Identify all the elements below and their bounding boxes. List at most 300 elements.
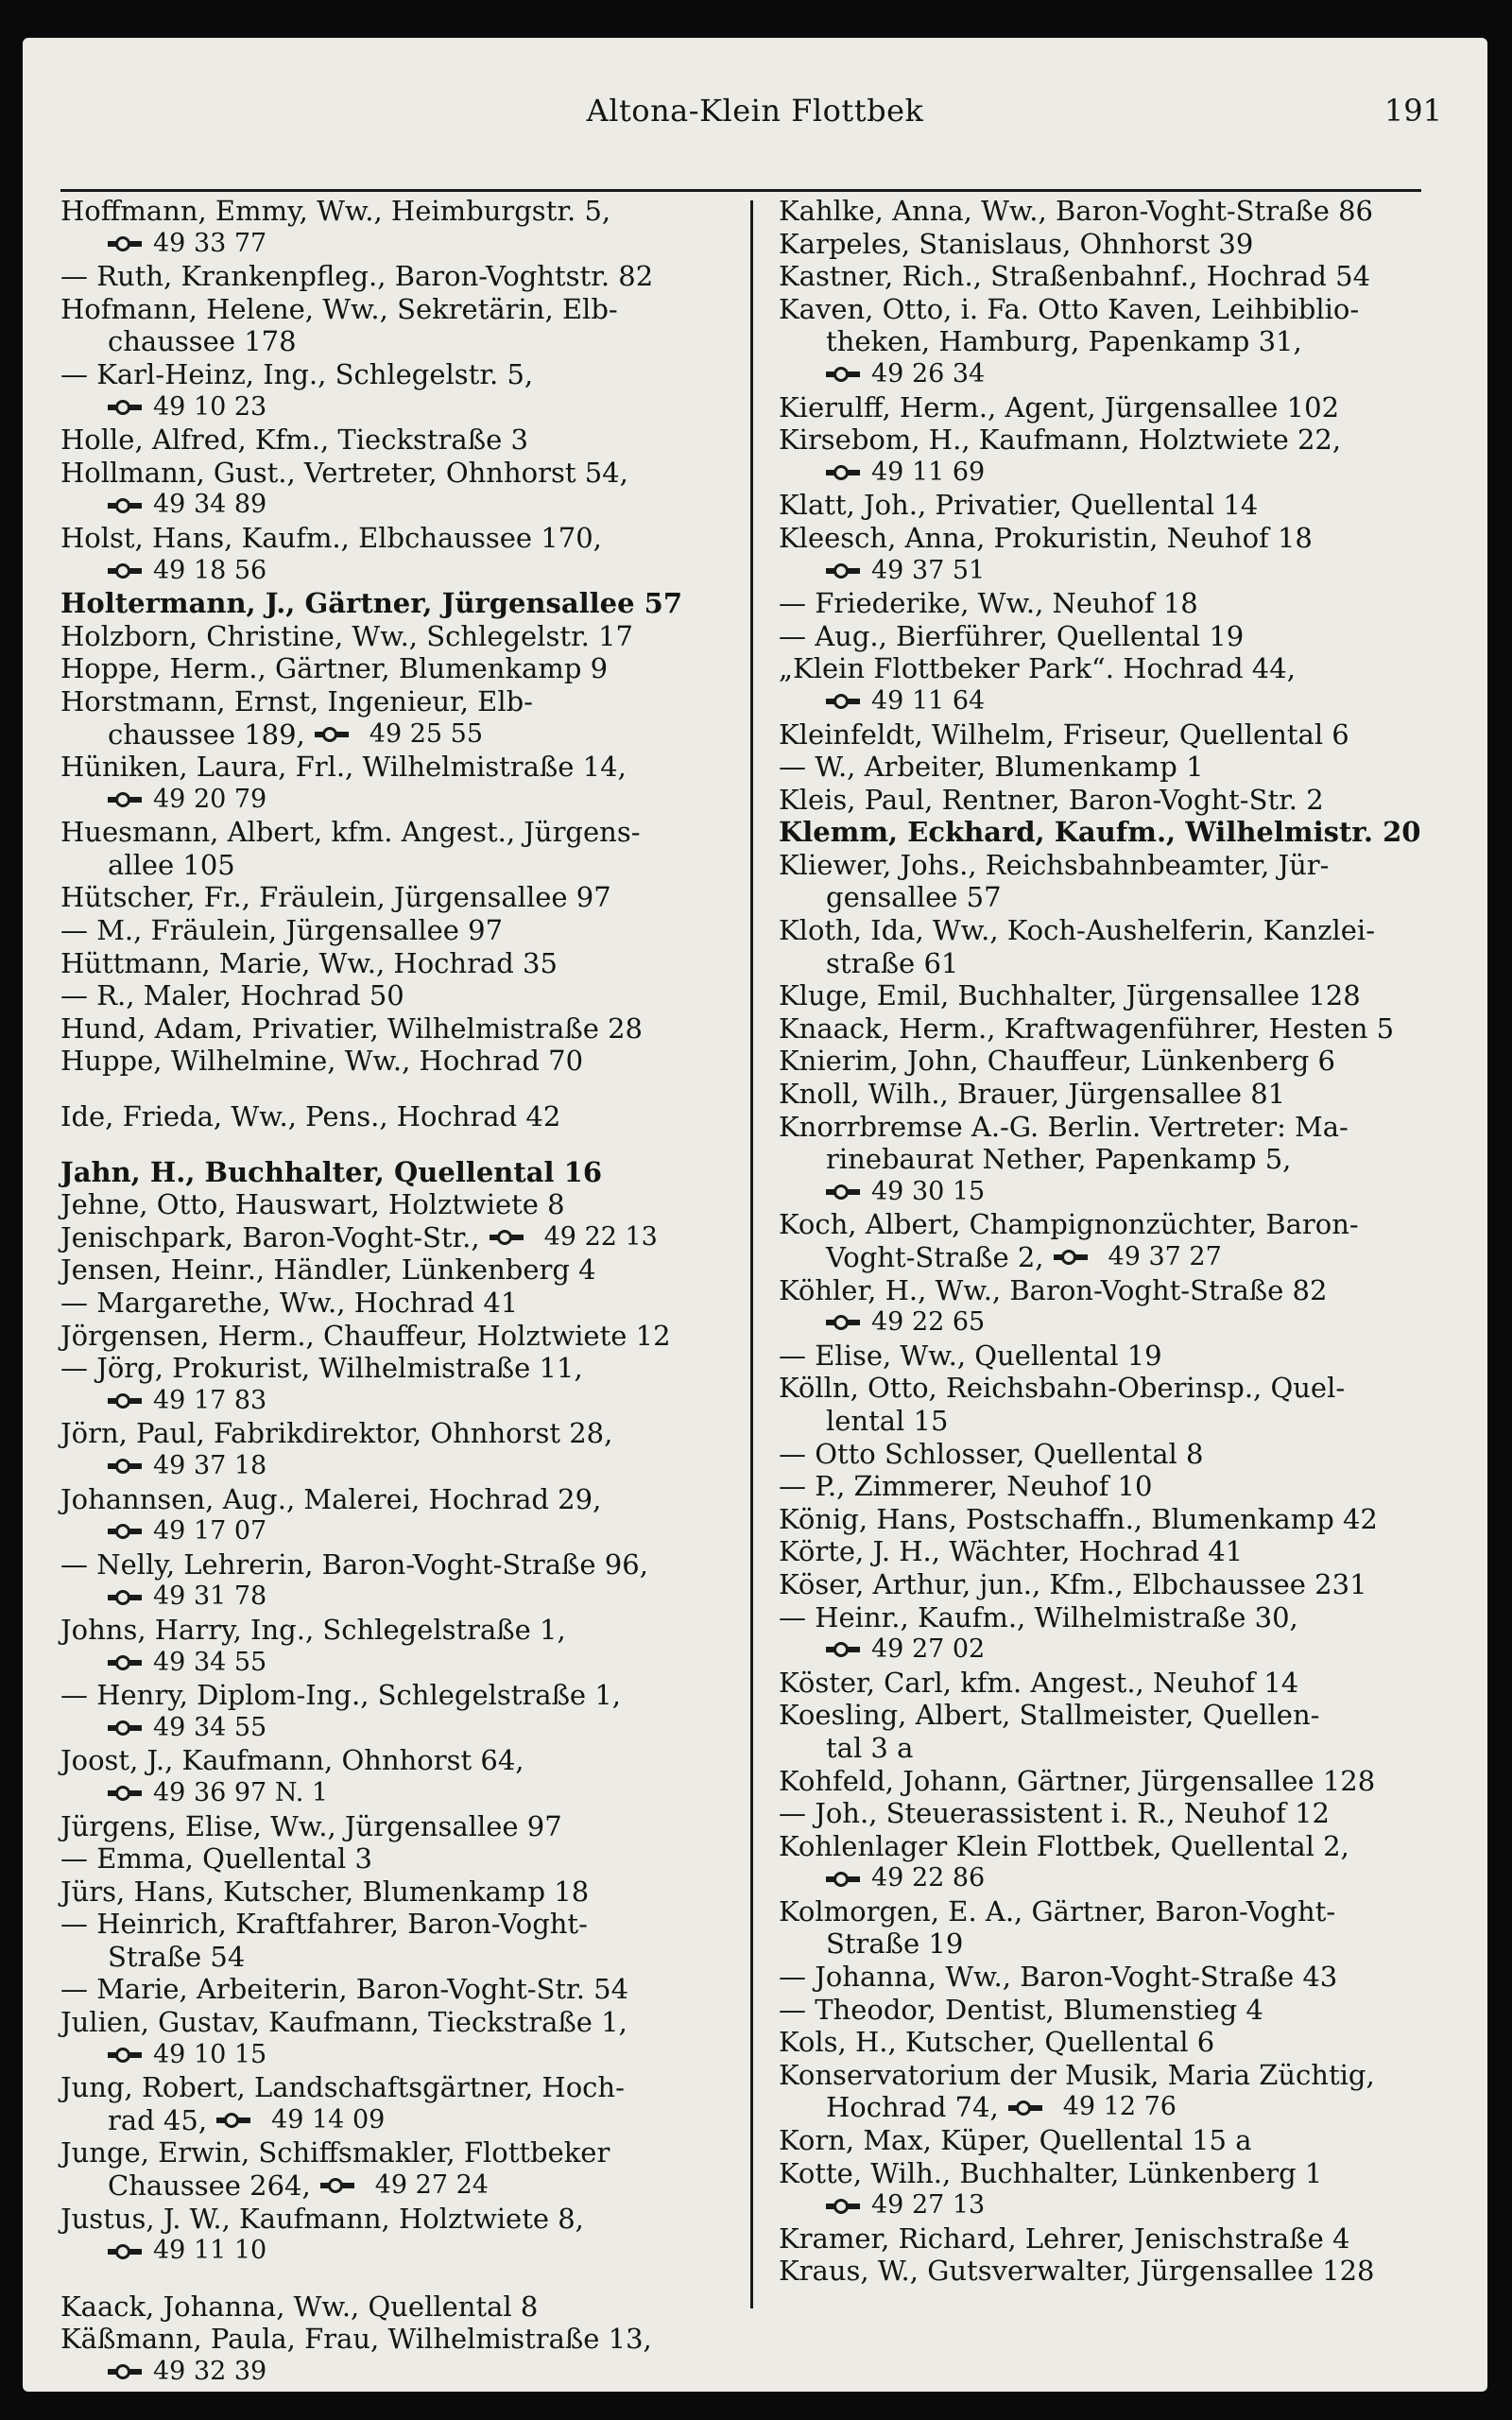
directory-entry	[779, 1961, 1450, 1994]
entry-text: Käßmann, Paula, Frau, Wilhelmistraße 13,	[60, 2323, 652, 2356]
entry-text: — Heinrich, Kraftfahrer, Baron-Voght-	[60, 1908, 588, 1941]
entry-text: Jürgens, Elise, Ww., Jürgensallee 97	[60, 1809, 562, 1842]
directory-entry	[60, 1156, 750, 1189]
phone-line	[60, 1712, 750, 1745]
entry-text: Hüniken, Laura, Frl., Wilhelmistraße 14,	[60, 751, 627, 784]
entry-text: Ide, Frieda, Ww., Pens., Hochrad 42	[60, 1100, 561, 1133]
entry-text: — Emma, Quellental 3	[60, 1842, 373, 1876]
directory-entry	[779, 1797, 1450, 1830]
directory-entry	[60, 2071, 750, 2104]
directory-entry	[60, 1548, 750, 1582]
directory-entry	[779, 620, 1450, 653]
entry-text: straße 61	[826, 946, 959, 979]
entry-text: Kotte, Wilh., Buchhalter, Lünkenberg 1	[779, 2156, 1323, 2189]
entry-text: — Aug., Bierführer, Quellental 19	[779, 619, 1245, 652]
entry-text: — Friederike, Ww., Neuhof 18	[779, 587, 1198, 620]
directory-entry	[60, 1188, 750, 1221]
directory-entry	[60, 1614, 750, 1647]
phone-line	[60, 1647, 750, 1680]
directory-entry	[60, 685, 750, 718]
entry-continuation	[60, 325, 750, 358]
phone-number: 49 37 51	[871, 555, 986, 585]
directory-entry	[779, 1895, 1450, 1928]
entry-text: Klatt, Joh., Privatier, Quellental 14	[779, 489, 1259, 522]
entry-text: Julien, Gustav, Kaufmann, Tieckstraße 1,	[60, 2006, 627, 2039]
phone-line	[60, 1515, 750, 1548]
entry-text: Karpeles, Stanislaus, Ohnhorst 39	[779, 227, 1254, 260]
directory-entry	[60, 2290, 750, 2324]
telephone-icon	[108, 1785, 142, 1802]
entry-text: Kleis, Paul, Rentner, Baron-Voght-Str. 2	[779, 783, 1324, 816]
entry-text: Knaack, Herm., Kraftwagenführer, Hesten 5	[779, 1011, 1395, 1045]
phone-line	[779, 2189, 1450, 2222]
phone-number: 49 34 55	[153, 1712, 267, 1742]
entry-text: Kahlke, Anna, Ww., Baron-Voght-Straße 86	[779, 195, 1373, 227]
directory-entry	[779, 1372, 1450, 1405]
entry-text: — Karl-Heinz, Ing., Schlegelstr. 5,	[60, 357, 534, 390]
entry-text: Huesmann, Albert, kfm. Angest., Jürgens-	[60, 816, 641, 849]
entry-text: Korn, Max, Küper, Quellental 15 a	[779, 2124, 1252, 2157]
telephone-icon	[108, 1392, 142, 1409]
phone-line	[779, 1862, 1450, 1895]
telephone-icon	[320, 2177, 354, 2194]
phone-line	[60, 2356, 750, 2389]
page-title: Altona-Klein Flottbek	[586, 93, 924, 129]
telephone-icon	[826, 2198, 860, 2215]
entry-text: — Elise, Ww., Quellental 19	[779, 1339, 1162, 1372]
entry-text: Kölln, Otto, Reichsbahn-Oberinsp., Quel-	[779, 1372, 1346, 1405]
phone-number: 49 11 64	[871, 685, 986, 716]
entry-text: Hütscher, Fr., Fräulein, Jürgensallee 97	[60, 881, 611, 914]
entry-text: Jung, Robert, Landschaftsgärtner, Hoch-	[60, 2071, 625, 2104]
entry-text: Körte, J. H., Wächter, Hochrad 41	[779, 1535, 1244, 1568]
directory-entry	[779, 1438, 1450, 1471]
entry-text: chaussee 178	[108, 325, 297, 358]
entry-text: theken, Hamburg, Papenkamp 31,	[826, 325, 1302, 358]
telephone-icon	[826, 464, 860, 481]
directory-entry	[60, 1842, 750, 1876]
directory-entry	[779, 2026, 1450, 2059]
directory-entry	[779, 1699, 1450, 1732]
entry-text: Junge, Erwin, Schiffsmakler, Flottbeker	[60, 2136, 610, 2169]
phone-number: 49 17 07	[153, 1516, 267, 1547]
entry-text: — Joh., Steuerassistent i. R., Neuhof 12	[779, 1797, 1331, 1830]
entry-text: Kaack, Johanna, Ww., Quellental 8	[60, 2290, 539, 2323]
entry-text: Klemm, Eckhard, Kaufm., Wilhelmistr. 20	[779, 816, 1421, 849]
entry-text: „Klein Flottbeker Park“. Hochrad 44,	[779, 652, 1296, 685]
directory-page	[23, 38, 1487, 2392]
entry-continuation	[779, 947, 1450, 980]
directory-entry	[60, 914, 750, 947]
directory-entry	[779, 1568, 1450, 1601]
phone-line	[779, 358, 1450, 391]
phone-line	[60, 784, 750, 817]
telephone-icon	[1008, 2100, 1042, 2117]
entry-continuation	[60, 2169, 750, 2203]
entry-text: gensallee 57	[826, 881, 1002, 914]
directory-entry	[60, 195, 750, 228]
phone-line	[60, 2039, 750, 2072]
directory-entry	[60, 2006, 750, 2039]
entry-text: — R., Maler, Hochrad 50	[60, 979, 404, 1012]
phone-line	[60, 1581, 750, 1614]
directory-entry	[779, 1601, 1450, 1634]
entry-text: Kirsebom, H., Kaufmann, Holztwiete 22,	[779, 424, 1342, 457]
directory-entry	[779, 587, 1450, 620]
directory-entry	[60, 1876, 750, 1909]
phone-number: 49 18 56	[153, 555, 267, 585]
directory-entry	[779, 1274, 1450, 1307]
entry-text: Hund, Adam, Privatier, Wilhelmistraße 28	[60, 1011, 643, 1045]
entry-text: Jörn, Paul, Fabrikdirektor, Ohnhorst 28,	[60, 1417, 613, 1450]
entry-text: Jürs, Hans, Kutscher, Blumenkamp 18	[60, 1875, 590, 1908]
directory-entry	[60, 587, 750, 620]
entry-text: König, Hans, Postschaffn., Blumenkamp 42	[779, 1502, 1378, 1535]
entry-text: Knorrbremse A.-G. Berlin. Vertreter: Ma-	[779, 1110, 1349, 1143]
telephone-icon	[108, 562, 142, 579]
directory-entry	[60, 2203, 750, 2236]
directory-entry	[779, 260, 1450, 293]
directory-entry	[60, 1012, 750, 1046]
telephone-icon	[108, 2047, 142, 2064]
entry-text: Hofmann, Helene, Ww., Sekretärin, Elb-	[60, 292, 618, 325]
directory-entry	[60, 751, 750, 784]
phone-number: 49 11 10	[153, 2236, 267, 2266]
directory-entry	[60, 1221, 750, 1254]
directory-entry	[779, 1012, 1450, 1046]
entry-text: chaussee 189,	[108, 717, 305, 751]
directory-entry	[779, 652, 1450, 685]
entry-text: Kastner, Rich., Straßenbahnf., Hochrad 54	[779, 260, 1371, 293]
directory-entry	[60, 881, 750, 914]
directory-entry	[60, 1679, 750, 1712]
directory-entry	[779, 424, 1450, 457]
telephone-icon	[826, 1184, 860, 1201]
telephone-icon	[826, 366, 860, 383]
entry-text: Kohlenlager Klein Flottbek, Quellental 2,	[779, 1829, 1349, 1862]
entry-text: — W., Arbeiter, Blumenkamp 1	[779, 751, 1204, 784]
entry-text: Holst, Hans, Kaufm., Elbchaussee 170,	[60, 521, 602, 554]
telephone-icon	[315, 726, 349, 743]
entry-continuation	[779, 1405, 1450, 1438]
phone-number: 49 37 18	[153, 1450, 267, 1480]
phone-line	[779, 1306, 1450, 1340]
directory-entry	[779, 522, 1450, 555]
entry-text: Kleinfeldt, Wilhelm, Friseur, Quellental 6	[779, 717, 1349, 751]
phone-number: 49 17 83	[153, 1385, 267, 1415]
directory-entry	[60, 1253, 750, 1287]
phone-line	[60, 1450, 750, 1483]
telephone-icon	[108, 1589, 142, 1606]
entry-text: — Jörg, Prokurist, Wilhelmistraße 11,	[60, 1352, 583, 1385]
entry-text: Köhler, H., Ww., Baron-Voght-Straße 82	[779, 1273, 1328, 1306]
telephone-icon	[826, 1314, 860, 1331]
entry-text: — Ruth, Krankenpfleg., Baron-Voghtstr. 82	[60, 260, 654, 293]
entry-continuation	[779, 881, 1450, 914]
phone-number: 49 27 13	[871, 2190, 986, 2221]
telephone-icon	[108, 1458, 142, 1475]
entry-text: Kliewer, Johs., Reichsbahnbeamter, Jür-	[779, 848, 1330, 881]
phone-line	[60, 391, 750, 424]
phone-line	[60, 1777, 750, 1810]
directory-entry	[779, 1765, 1450, 1798]
telephone-icon	[108, 497, 142, 514]
entry-text: Johns, Harry, Ing., Schlegelstraße 1,	[60, 1613, 566, 1646]
directory-entry	[779, 1667, 1450, 1700]
entry-text: rinebaurat Nether, Papenkamp 5,	[826, 1143, 1292, 1176]
directory-entry	[60, 2323, 750, 2356]
phone-number: 49 12 76	[1062, 2092, 1177, 2122]
telephone-icon	[108, 235, 142, 252]
entry-text: Kloth, Ida, Ww., Koch-Aushelferin, Kanzlei-	[779, 914, 1376, 947]
directory-entry	[779, 195, 1450, 228]
telephone-icon	[216, 2112, 250, 2129]
entry-text: Jahn, H., Buchhalter, Quellental 16	[60, 1155, 603, 1188]
phone-number: 49 27 24	[374, 2170, 489, 2201]
entry-text: Chaussee 264,	[108, 2169, 311, 2203]
entry-text: Justus, J. W., Kaufmann, Holztwiete 8,	[60, 2202, 584, 2235]
entry-continuation	[779, 1927, 1450, 1961]
entry-text: Hoppe, Herm., Gärtner, Blumenkamp 9	[60, 652, 609, 685]
directory-entry	[779, 1503, 1450, 1536]
telephone-icon	[490, 1229, 524, 1246]
entry-text: Kierulff, Herm., Agent, Jürgensallee 102	[779, 390, 1340, 424]
entry-text: — Henry, Diplom-Ing., Schlegelstraße 1,	[60, 1679, 621, 1712]
directory-entry	[60, 1908, 750, 1941]
entry-text: tal 3 a	[826, 1731, 914, 1764]
entry-text: rad 45,	[108, 2103, 208, 2136]
phone-number: 49 33 77	[153, 228, 267, 258]
directory-entry	[779, 489, 1450, 522]
entry-text: Huppe, Wilhelmine, Ww., Hochrad 70	[60, 1045, 584, 1078]
phone-number: 49 22 65	[871, 1307, 986, 1338]
entry-text: — Marie, Arbeiterin, Baron-Voght-Str. 54	[60, 1973, 629, 2006]
entry-text: Kraus, W., Gutsverwalter, Jürgensallee 128	[779, 2255, 1375, 2288]
phone-number: 49 14 09	[271, 2104, 386, 2135]
entry-text: Knoll, Wilh., Brauer, Jürgensallee 81	[779, 1078, 1286, 1111]
entry-text: Straße 19	[826, 1927, 964, 1961]
entry-continuation	[60, 849, 750, 882]
directory-entry	[779, 1340, 1450, 1373]
entry-text: Kolmorgen, E. A., Gärtner, Baron-Voght-	[779, 1894, 1336, 1927]
phone-number: 49 11 69	[871, 457, 986, 487]
phone-number: 49 26 34	[871, 358, 986, 389]
entry-text: — P., Zimmerer, Neuhof 10	[779, 1470, 1153, 1503]
directory-entry	[779, 849, 1450, 882]
phone-line	[60, 2235, 750, 2268]
directory-entry	[779, 1045, 1450, 1078]
directory-entry	[779, 1830, 1450, 1863]
entry-text: Hochrad 74,	[826, 2091, 999, 2124]
entry-text: Köster, Carl, kfm. Angest., Neuhof 14	[779, 1666, 1299, 1699]
entry-text: Koch, Albert, Champignonzüchter, Baron-	[779, 1208, 1359, 1241]
entry-continuation	[779, 1732, 1450, 1765]
entry-text: Kleesch, Anna, Prokuristin, Neuhof 18	[779, 521, 1313, 554]
entry-text: — Margarethe, Ww., Hochrad 41	[60, 1287, 519, 1319]
phone-line	[779, 1634, 1450, 1667]
entry-text: Konservatorium der Musik, Maria Züchtig,	[779, 2058, 1375, 2091]
telephone-icon	[108, 791, 142, 808]
phone-number: 49 34 55	[153, 1647, 267, 1677]
entry-text: — Nelly, Lehrerin, Baron-Voght-Straße 96,	[60, 1547, 648, 1581]
directory-entry	[779, 1078, 1450, 1111]
directory-entry	[779, 1111, 1450, 1144]
entry-text: — Theodor, Dentist, Blumenstieg 4	[779, 1993, 1263, 2026]
entry-text: lental 15	[826, 1404, 949, 1437]
entry-text: Holtermann, J., Gärtner, Jürgensallee 57	[60, 587, 683, 620]
right-column	[779, 195, 1450, 2288]
telephone-icon	[108, 1720, 142, 1737]
phone-number: 49 30 15	[871, 1176, 986, 1206]
entry-text: Kaven, Otto, i. Fa. Otto Kaven, Leihbiblio-	[779, 292, 1360, 325]
entry-text: Holle, Alfred, Kfm., Tieckstraße 3	[60, 424, 528, 457]
phone-number: 49 36 97 N. 1	[153, 1777, 329, 1807]
phone-number: 49 37 27	[1108, 1242, 1222, 1271]
directory-entry	[60, 457, 750, 490]
entry-text: Kols, H., Kutscher, Quellental 6	[779, 2026, 1215, 2059]
directory-entry	[779, 718, 1450, 752]
entry-text: allee 105	[108, 848, 235, 881]
entry-continuation	[779, 1143, 1450, 1176]
phone-line	[60, 228, 750, 261]
phone-number: 49 22 13	[543, 1221, 658, 1252]
entry-text: Jenischpark, Baron-Voght-Str.,	[60, 1220, 480, 1253]
entry-continuation	[779, 325, 1450, 358]
entry-continuation	[60, 2104, 750, 2137]
telephone-icon	[108, 1523, 142, 1540]
telephone-icon	[1054, 1249, 1088, 1266]
entry-continuation	[60, 718, 750, 752]
telephone-icon	[826, 693, 860, 710]
page-header	[60, 93, 1450, 146]
header-rule	[60, 189, 1421, 192]
directory-entry	[779, 1470, 1450, 1503]
directory-entry	[60, 293, 750, 326]
directory-entry	[779, 816, 1450, 849]
directory-entry	[779, 293, 1450, 326]
directory-entry	[60, 260, 750, 293]
directory-entry	[779, 751, 1450, 784]
telephone-icon	[108, 399, 142, 416]
entry-text: Hüttmann, Marie, Ww., Hochrad 35	[60, 946, 558, 979]
phone-line	[60, 555, 750, 588]
phone-line	[60, 489, 750, 522]
entry-text: Köser, Arthur, jun., Kfm., Elbchaussee 231	[779, 1567, 1367, 1600]
directory-entry	[60, 947, 750, 980]
directory-entry	[779, 1994, 1450, 2027]
entry-text: Hollmann, Gust., Vertreter, Ohnhorst 54,	[60, 456, 628, 489]
directory-entry	[60, 1417, 750, 1450]
entry-text: Hoffmann, Emmy, Ww., Heimburgstr. 5,	[60, 195, 611, 227]
phone-line	[779, 1176, 1450, 1209]
directory-entry	[60, 620, 750, 653]
directory-entry	[60, 1287, 750, 1320]
entry-text: — M., Fräulein, Jürgensallee 97	[60, 914, 504, 947]
directory-entry	[779, 391, 1450, 424]
telephone-icon	[826, 1641, 860, 1658]
entry-text: Jensen, Heinr., Händler, Lünkenberg 4	[60, 1253, 596, 1287]
directory-entry	[779, 2222, 1450, 2256]
telephone-icon	[826, 562, 860, 579]
directory-entry	[779, 1535, 1450, 1568]
phone-number: 49 20 79	[153, 784, 267, 814]
entry-continuation	[779, 2091, 1450, 2124]
directory-entry	[60, 1352, 750, 1385]
phone-line	[779, 457, 1450, 490]
phone-line	[779, 685, 1450, 718]
directory-entry	[60, 1973, 750, 2006]
directory-entry	[60, 2136, 750, 2169]
directory-entry	[779, 979, 1450, 1012]
phone-number: 49 10 23	[153, 391, 267, 422]
telephone-icon	[108, 1654, 142, 1671]
directory-entry	[60, 979, 750, 1012]
phone-line	[779, 555, 1450, 588]
directory-entry	[60, 1320, 750, 1353]
directory-entry	[60, 424, 750, 457]
directory-entry	[60, 1744, 750, 1777]
directory-entry	[779, 2157, 1450, 2190]
entry-text: Jörgensen, Herm., Chauffeur, Holztwiete 12	[60, 1319, 671, 1352]
phone-number: 49 25 55	[369, 718, 483, 749]
column-divider	[750, 200, 753, 2308]
page-number: 191	[1383, 93, 1442, 129]
entry-text: Straße 54	[108, 1940, 246, 1973]
directory-entry	[60, 1810, 750, 1843]
directory-entry	[60, 522, 750, 555]
entry-text: Holzborn, Christine, Ww., Schlegelstr. 17	[60, 619, 634, 652]
telephone-icon	[108, 2243, 142, 2260]
entry-text: Kluge, Emil, Buchhalter, Jürgensallee 128	[779, 979, 1361, 1012]
directory-entry	[60, 358, 750, 391]
entry-text: Joost, J., Kaufmann, Ohnhorst 64,	[60, 1744, 524, 1777]
entry-continuation	[779, 1241, 1450, 1274]
entry-text: Horstmann, Ernst, Ingenieur, Elb-	[60, 684, 533, 717]
directory-entry	[779, 784, 1450, 817]
entry-text: — Otto Schlosser, Quellental 8	[779, 1437, 1204, 1470]
telephone-icon	[826, 1871, 860, 1888]
entry-text: Kohfeld, Johann, Gärtner, Jürgensallee 128	[779, 1764, 1376, 1797]
entry-text: Knierim, John, Chauffeur, Lünkenberg 6	[779, 1045, 1335, 1078]
directory-entry	[779, 2059, 1450, 2092]
directory-entry	[60, 1100, 750, 1133]
entry-text: — Heinr., Kaufm., Wilhelmistraße 30,	[779, 1600, 1298, 1634]
telephone-icon	[108, 2363, 142, 2380]
phone-number: 49 27 02	[871, 1634, 986, 1665]
directory-entry	[779, 2124, 1450, 2157]
phone-number: 49 22 86	[871, 1863, 986, 1893]
directory-entry	[779, 914, 1450, 947]
directory-entry	[60, 1045, 750, 1078]
phone-number: 49 32 39	[153, 2357, 267, 2386]
left-column	[60, 195, 750, 2389]
entry-text: Jehne, Otto, Hauswart, Holztwiete 8	[60, 1188, 565, 1221]
entry-text: Kramer, Richard, Lehrer, Jenischstraße 4	[779, 2221, 1350, 2255]
phone-number: 49 34 89	[153, 490, 267, 520]
phone-number: 49 31 78	[153, 1582, 267, 1612]
directory-entry	[60, 1483, 750, 1516]
directory-entry	[60, 652, 750, 685]
directory-entry	[779, 1208, 1450, 1241]
entry-text: Koesling, Albert, Stallmeister, Quellen-	[779, 1699, 1320, 1732]
entry-continuation	[60, 1941, 750, 1974]
directory-entry	[779, 2255, 1450, 2288]
entry-text: Voght-Straße 2,	[826, 1241, 1044, 1273]
entry-text: — Johanna, Ww., Baron-Voght-Straße 43	[779, 1961, 1338, 1994]
directory-entry	[60, 816, 750, 849]
phone-number: 49 10 15	[153, 2039, 267, 2069]
directory-entry	[779, 228, 1450, 261]
